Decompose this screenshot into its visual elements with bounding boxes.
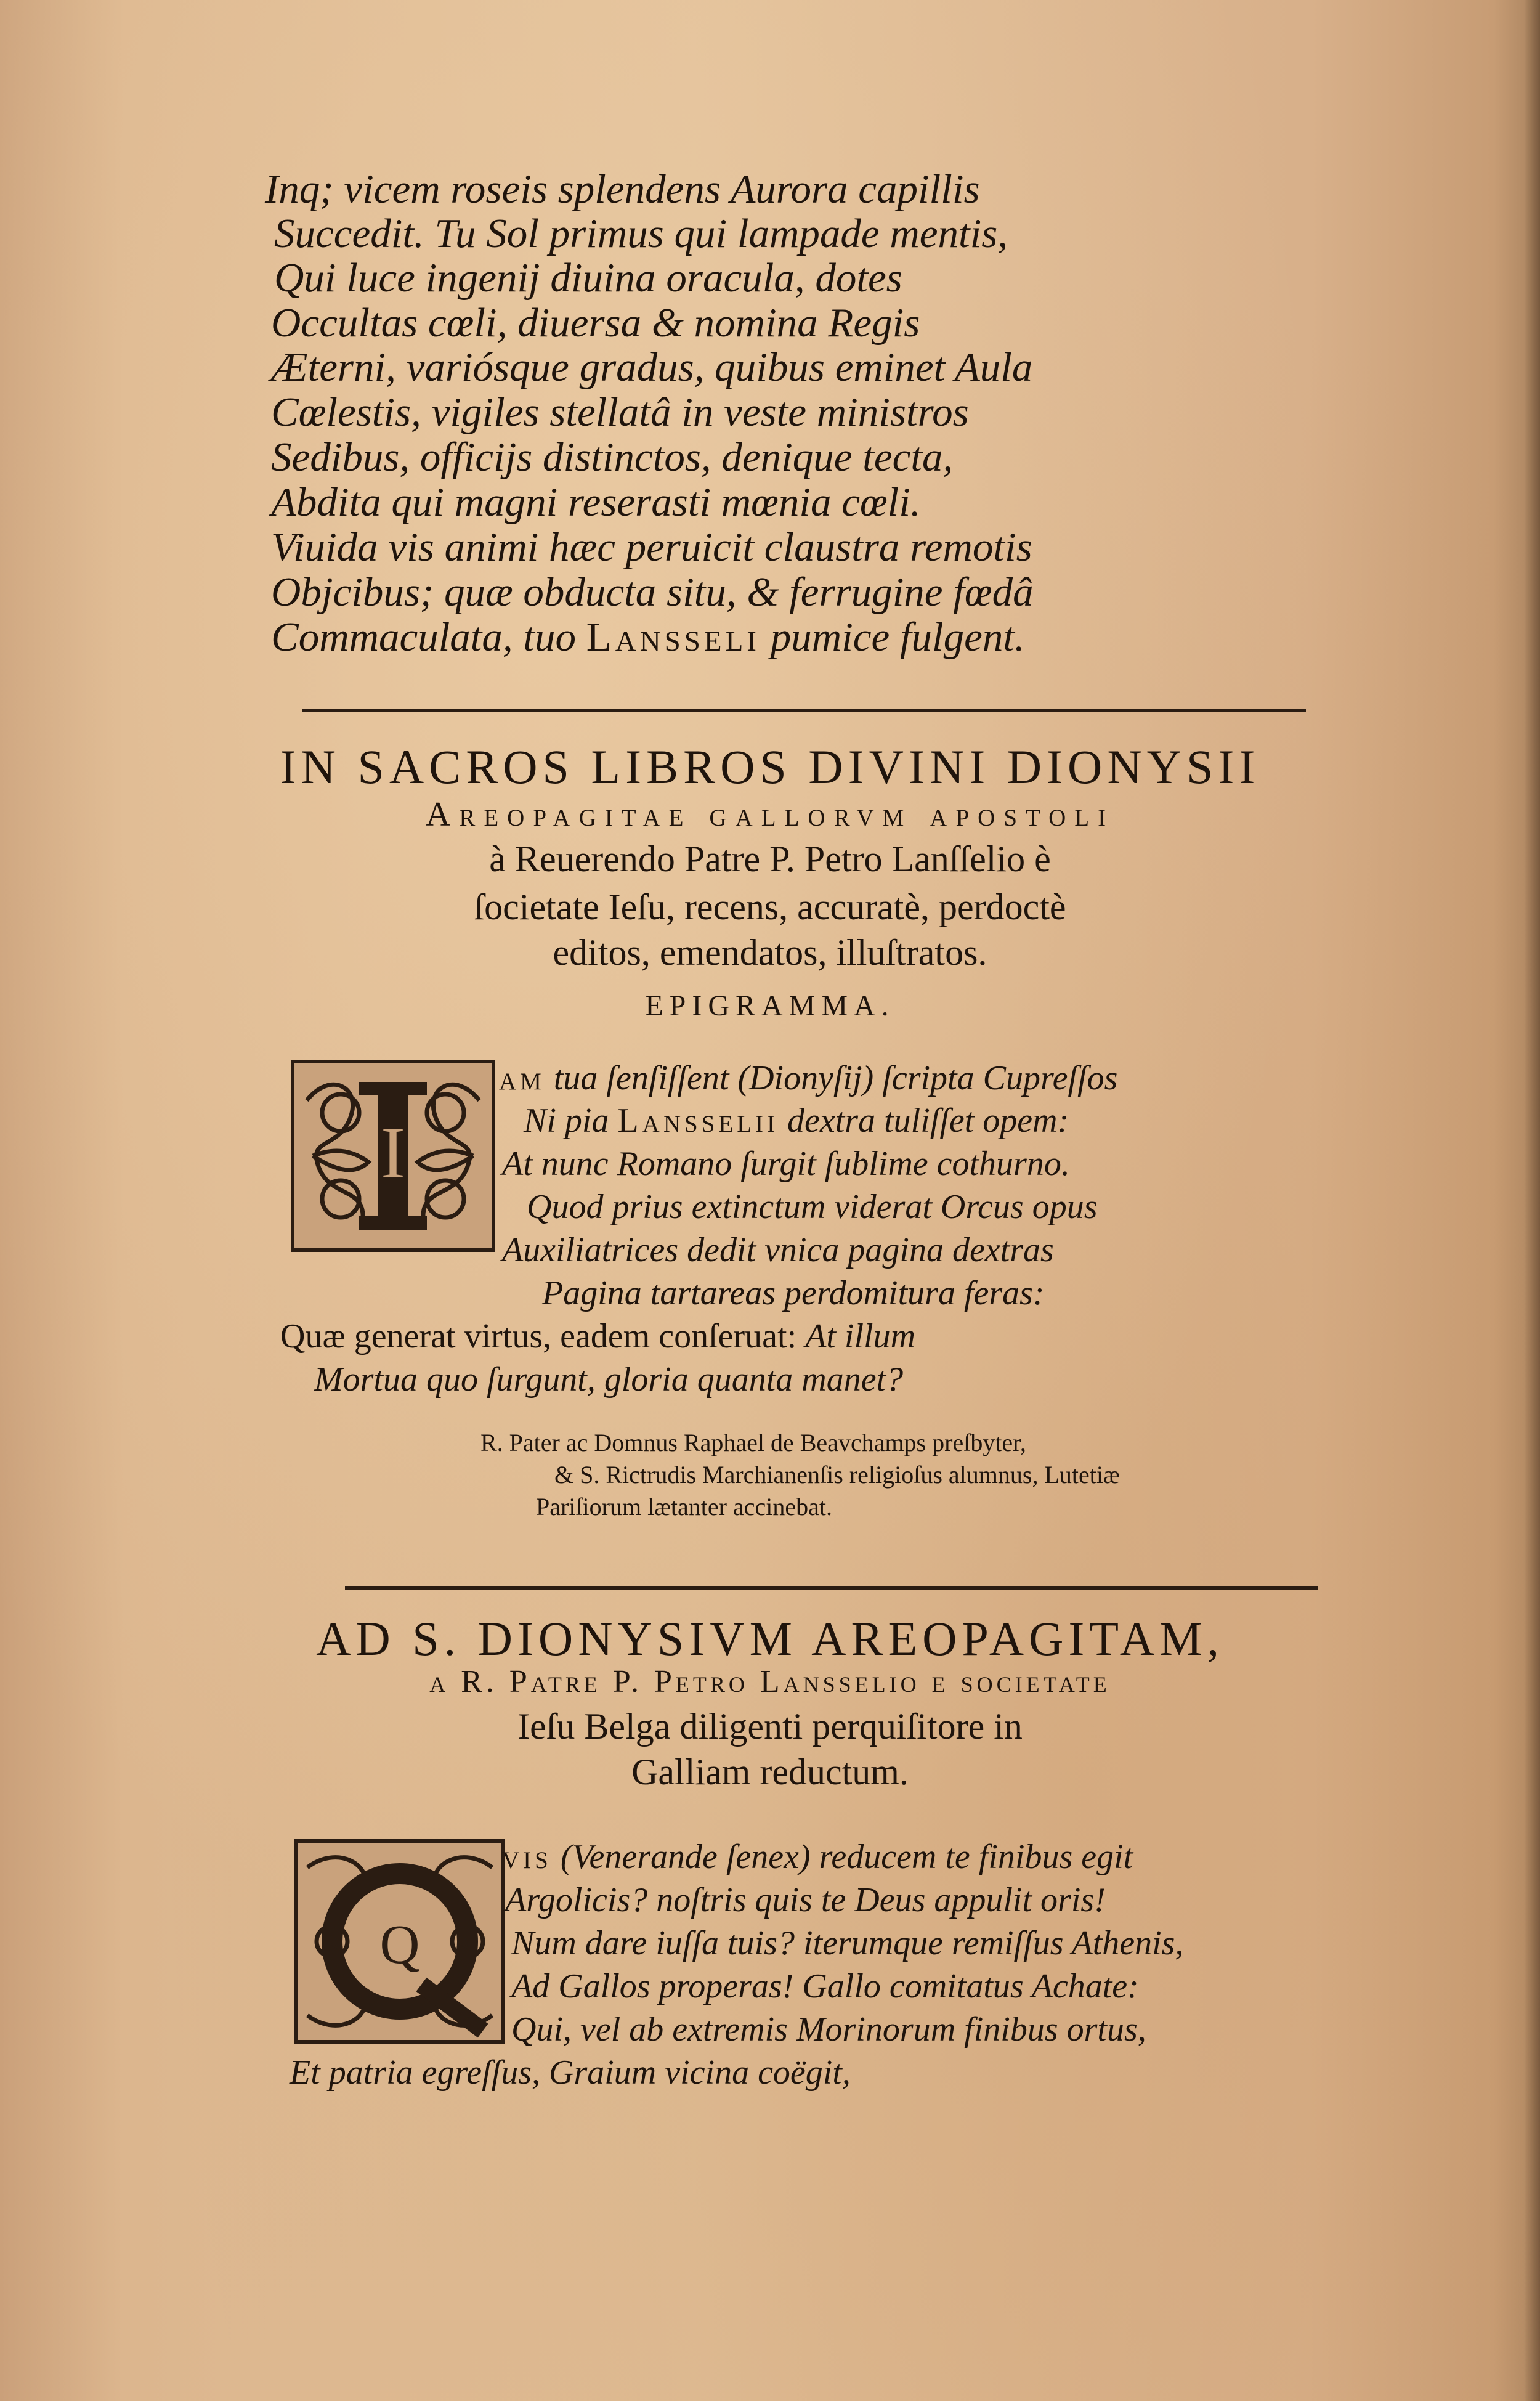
epigram-line-text: tua ſenſiſſent (Dionyſij) ſcripta Cupreſſos bbox=[545, 1059, 1118, 1097]
epigram-italic-text: At illum bbox=[805, 1317, 916, 1355]
section-one-line: editos, emendatos, illuſtratos. bbox=[553, 932, 987, 973]
poem-last-line bbox=[271, 613, 1025, 661]
epigram-line: Quod prius extinctum viderat Orcus opus bbox=[527, 1188, 1098, 1226]
book-spine-shadow bbox=[1524, 0, 1540, 2401]
section-two-line: Galliam reductum. bbox=[631, 1752, 909, 1792]
poem-two-line: Argolicis? noſtris quis te Deus appulit oris! bbox=[505, 1881, 1106, 1919]
initial-letter: Q bbox=[379, 1914, 420, 1975]
poem-two-line-text: (Venerande ſenex) reducem te finibus egit bbox=[551, 1838, 1133, 1876]
ornament-icon bbox=[294, 1063, 492, 1248]
credit-line: & S. Rictrudis Marchianenſis religioſus alumnus, Lutetiæ bbox=[554, 1461, 1120, 1489]
poem-two-smallcaps-start: vis bbox=[502, 1838, 552, 1876]
divider-rule bbox=[302, 709, 1306, 712]
decorated-initial-q bbox=[294, 1839, 505, 2044]
section-two-line: Ieſu Belga diligenti perquiſitore in bbox=[517, 1706, 1023, 1747]
credit-line: R. Pater ac Domnus Raphael de Beavchamps preſbyter, bbox=[480, 1429, 1026, 1456]
poem-line: Occultas cœli, diuersa & nomina Regis bbox=[271, 300, 920, 346]
initial-letter: I bbox=[381, 1111, 405, 1193]
poem-two-line: Et patria egreſſus, Graium vicina coëgit, bbox=[290, 2054, 851, 2092]
epigram-smallcaps-start: am bbox=[499, 1059, 545, 1097]
poem-two-line: Ad Gallos properas! Gallo comitatus Achate: bbox=[511, 1967, 1139, 2005]
poem-two-line: Qui, vel ab extremis Morinorum finibus ortus, bbox=[511, 2010, 1146, 2049]
poem-author-name: Lansseli bbox=[586, 614, 760, 660]
poem-two-line bbox=[502, 1837, 1133, 1877]
epigram-line-text: dextra tuliſſet opem: bbox=[779, 1102, 1069, 1140]
poem-last-line-before: Commaculata, tuo bbox=[271, 614, 586, 660]
epigram-line: Pagina tartareas perdomitura feras: bbox=[542, 1274, 1045, 1312]
section-two-subtitle: a R. Patre P. Petro Lansselio e societate bbox=[429, 1664, 1111, 1699]
poem-line: Abdita qui magni reserasti mœnia cœli. bbox=[271, 479, 921, 525]
poem-two-line: Num dare iuſſa tuis? iterumque remiſſus Athenis, bbox=[511, 1924, 1184, 1962]
ornament-icon bbox=[298, 1843, 501, 2040]
poem-line: Succedit. Tu Sol primus qui lampade mentis, bbox=[274, 211, 1008, 256]
poem-line: Inq; vicem roseis splendens Aurora capillis bbox=[265, 166, 980, 212]
poem-line: Qui luce ingenij diuina oracula, dotes bbox=[274, 255, 902, 301]
divider-rule bbox=[345, 1586, 1318, 1590]
poem-line: Sedibus, officijs distinctos, denique tecta, bbox=[271, 434, 954, 480]
section-one-line: ſocietate Ieſu, recens, accuratè, perdoctè bbox=[474, 887, 1066, 927]
epigram-line: At nunc Romano ſurgit ſublime cothurno. bbox=[502, 1145, 1070, 1183]
poem-line: Viuida vis animi hæc peruicit claustra remotis bbox=[271, 524, 1032, 570]
section-two-title: AD S. DIONYSIVM AREOPAGITAM, bbox=[316, 1612, 1224, 1665]
epigram-line: Auxiliatrices dedit vnica pagina dextras bbox=[502, 1231, 1054, 1269]
epigram-line bbox=[499, 1058, 1117, 1098]
epigram-line: Mortua quo ſurgunt, gloria quanta manet? bbox=[314, 1360, 904, 1399]
section-one-title: IN SACROS LIBROS DIVINI DIONYSII bbox=[280, 740, 1260, 794]
poem-line: Objcibus; quæ obducta situ, & ferrugine fœdâ bbox=[271, 569, 1034, 615]
poem-line: Æterni, variósque gradus, quibus eminet Aula bbox=[271, 344, 1033, 390]
epigram-roman-text: Quæ generat virtus, eadem conſeruat: bbox=[280, 1317, 806, 1355]
credit-line: Pariſiorum lætanter accinebat. bbox=[536, 1493, 832, 1521]
epigram-line bbox=[524, 1101, 1069, 1140]
poem-last-line-after: pumice fulgent. bbox=[760, 614, 1025, 660]
epigram-author-name: Lansselii bbox=[617, 1102, 779, 1140]
epigram-line bbox=[280, 1317, 915, 1356]
decorated-initial-i bbox=[291, 1060, 495, 1252]
epigram-line-text: Ni pia bbox=[524, 1102, 618, 1140]
section-one-line: à Reuerendo Patre P. Petro Lanſſelio è bbox=[489, 839, 1051, 879]
poem-line: Cœlestis, vigiles stellatâ in veste ministros bbox=[271, 389, 969, 435]
section-one-subtitle: Areopagitae gallorvm apostoli bbox=[425, 795, 1115, 834]
epigram-heading: EPIGRAMMA. bbox=[645, 989, 895, 1022]
